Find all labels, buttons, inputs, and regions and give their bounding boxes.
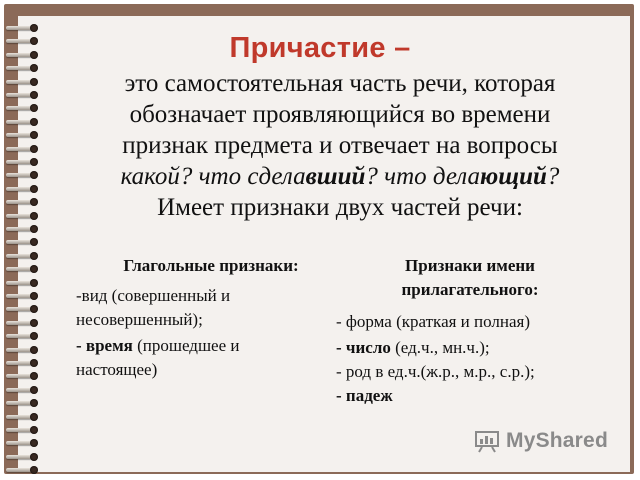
spiral-ring: [6, 104, 42, 112]
spiral-ring: [6, 466, 42, 474]
verb-feature-tense-cont: настоящее): [76, 360, 158, 379]
verb-feature-aspect-cont: несовершенный);: [76, 310, 203, 329]
spiral-ring: [6, 386, 42, 394]
adj-features-heading: [350, 254, 590, 302]
spiral-ring: [6, 158, 42, 166]
spiral-ring: [6, 332, 42, 340]
spiral-ring: [6, 319, 42, 327]
watermark-text: MyShared: [506, 429, 608, 452]
definition-line-5: Имеет признаки двух частей речи:: [157, 194, 523, 221]
spiral-ring: [6, 145, 42, 153]
spiral-ring: [6, 91, 42, 99]
verb-features-heading: Глагольные признаки:: [123, 256, 299, 275]
adj-feature-form: - форма (краткая и полная): [336, 312, 531, 331]
adj-heading-line-1: Признаки имени: [405, 256, 535, 275]
adj-feature-case: - падеж: [336, 386, 393, 405]
spiral-ring: [6, 64, 42, 72]
spiral-ring: [6, 212, 42, 220]
definition-line-2: обозначает проявляющийся во времени: [129, 101, 551, 128]
spiral-ring: [6, 252, 42, 260]
spiral-ring: [6, 78, 42, 86]
spiral-ring: [6, 171, 42, 179]
spiral-ring: [6, 198, 42, 206]
spiral-ring: [6, 265, 42, 273]
definition-line-3: признак предмета и отвечает на вопросы: [122, 132, 558, 159]
verb-feature-tense: - время (прошедшее и: [76, 336, 240, 355]
spiral-ring: [6, 238, 42, 246]
definition-text: [60, 68, 620, 223]
adj-feature-number: - число (ед.ч., мн.ч.);: [336, 338, 490, 357]
spiral-ring: [6, 305, 42, 313]
spiral-ring: [6, 225, 42, 233]
spiral-ring: [6, 359, 42, 367]
spiral-binding: [6, 18, 46, 474]
spiral-ring: [6, 439, 42, 447]
definition-line-1: это самостоятельная часть речи, которая: [124, 70, 556, 97]
spiral-ring: [6, 24, 42, 32]
myshared-watermark: [474, 428, 614, 458]
spiral-ring: [6, 131, 42, 139]
definition-questions: какой? что сделавший? что делающий?: [120, 163, 560, 190]
verb-feature-aspect: -вид (совершенный и: [76, 286, 231, 305]
spiral-ring: [6, 279, 42, 287]
spiral-ring: [6, 413, 42, 421]
spiral-ring: [6, 185, 42, 193]
spiral-ring: [6, 118, 42, 126]
spiral-ring: [6, 346, 42, 354]
spiral-ring: [6, 399, 42, 407]
spiral-ring: [6, 292, 42, 300]
spiral-ring: [6, 426, 42, 434]
adj-feature-gender: - род в ед.ч.(ж.р., м.р., с.р.);: [336, 362, 535, 381]
spiral-ring: [6, 372, 42, 380]
adj-heading-line-2: прилагательного:: [401, 280, 539, 299]
spiral-ring: [6, 453, 42, 461]
presentation-board-icon: [474, 431, 500, 453]
slide-title: Причастие –: [229, 32, 411, 64]
